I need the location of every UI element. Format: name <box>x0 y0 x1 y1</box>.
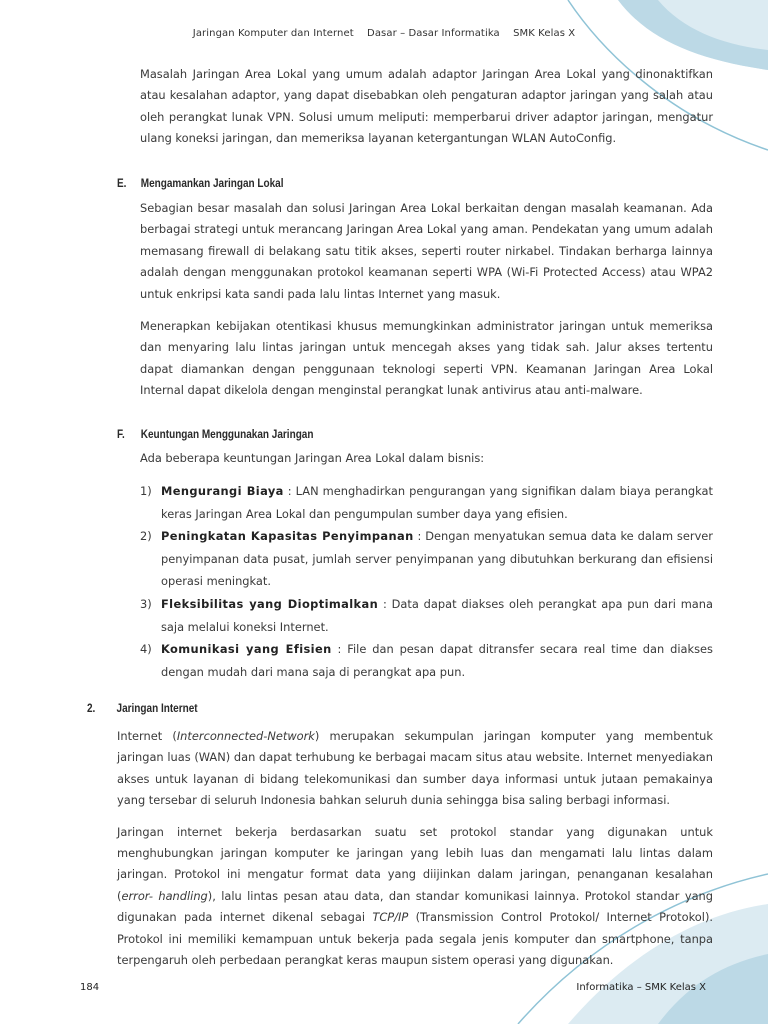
section-2-paragraph-1 <box>117 726 713 812</box>
benefits-list <box>140 480 713 683</box>
header-book-section: Jaringan Komputer dan Internet <box>192 28 354 39</box>
section-2-title: Jaringan Internet <box>116 701 198 715</box>
header-subject: Dasar – Dasar Informatika <box>367 28 500 39</box>
list-item-term: Fleksibilitas yang Dioptimalkan <box>161 596 379 611</box>
list-item <box>140 480 713 525</box>
italic-term: TCP/IP <box>372 910 409 925</box>
text-run: (Transmission Control Protokol/ Internet Protokol). Protokol ini memiliki kemampuan untuk bekerja pada segala jenis komputer dan smartphone, tanpa terpengaruh oleh perbedaan perangkat keras maupun sistem operasi yang digunakan. <box>117 910 714 968</box>
list-item-text: : Data dapat diakses oleh perangkat apa pun dari mana saja melalui koneksi Internet. <box>161 596 713 634</box>
intro-paragraph: Masalah Jaringan Area Lokal yang umum adalah adaptor Jaringan Area Lokal yang dinonaktifkan atau kesalahan adaptor, yang dapat disebabkan oleh pengaturan adaptor jaringan yang salah atau oleh perangkat lunak VPN. Solusi umum meliputi: memperbarui driver adaptor jaringan, mengatur ulang koneksi jaringan, dan memeriksa layanan ketergantungan WLAN AutoConfig. <box>140 67 713 146</box>
text-run: Internet ( <box>117 729 177 743</box>
section-2-heading <box>87 701 198 715</box>
italic-term: error- handling <box>121 888 208 903</box>
header-grade: SMK Kelas X <box>513 28 576 39</box>
italic-term: Interconnected-Network <box>176 729 315 743</box>
section-e-body <box>140 198 713 402</box>
section-e-heading <box>117 176 284 190</box>
list-item-text: : LAN menghadirkan pengurangan yang signifikan dalam biaya perangkat keras Jaringan Area Lokal dan pengumpulan sumber daya yang efisien. <box>161 484 713 521</box>
section-e-title: Mengamankan Jaringan Lokal <box>140 176 284 190</box>
section-2-number: 2. <box>87 701 96 715</box>
text-run: Jaringan internet bekerja berdasarkan suatu set protokol standar yang digunakan untuk menghubungkan jaringan komputer ke jaringan yang lebih luas dan mengamati lalu lintas dalam jaringan. Protokol ini mengatur format data yang diijinkan dalam jaringan, penanganan kesalahan ( <box>117 824 713 903</box>
list-item-number: 1) <box>140 484 152 498</box>
section-f-intro-block <box>140 448 713 469</box>
page-number: 184 <box>80 982 100 993</box>
section-f-intro: Ada beberapa keuntungan Jaringan Area Lokal dalam bisnis: <box>140 451 485 465</box>
list-item <box>140 638 713 683</box>
section-f-heading <box>117 427 313 441</box>
list-item-number: 3) <box>140 596 152 611</box>
list-item-text: : Dengan menyatukan semua data ke dalam server penyimpanan data pusat, jumlah server penyimpanan yang dibutuhkan berkurang dan efisiensi operasi meningkat. <box>161 529 713 589</box>
footer-title: Informatika – SMK Kelas X <box>576 982 706 993</box>
running-header <box>0 28 768 39</box>
list-item-term: Peningkatan Kapasitas Penyimpanan <box>161 529 414 544</box>
list-item-text: : File dan pesan dapat ditransfer secara real time dan diakses dengan mudah dari mana saja di perangkat apa pun. <box>161 642 713 679</box>
list-item <box>140 593 713 638</box>
section-e-paragraph-2: Menerapkan kebijakan otentikasi khusus memungkinkan administrator jaringan untuk memeriksa dan menyaring lalu lintas jaringan untuk mencegah akses yang tidak sah. Jalur akses tertentu dapat diamankan dengan penggunaan teknologi seperti VPN. Keamanan Jaringan Area Lokal Internal dapat dikelola dengan menginstal perangkat lunak antivirus atau anti-malware. <box>140 319 713 398</box>
section-f-number: F. <box>117 427 125 441</box>
list-item-number: 2) <box>140 529 152 544</box>
section-2-body <box>117 726 713 971</box>
list-item-term: Mengurangi Biaya <box>161 484 284 498</box>
text-run: ), lalu lintas pesan atau data, dan standar komunikasi lainnya. Protokol standar yang digunakan pada internet dikenal sebagai <box>117 888 714 925</box>
intro-paragraph-block <box>140 64 713 150</box>
section-2-paragraph-2 <box>117 822 713 972</box>
section-e-number: E. <box>117 176 127 190</box>
list-item-term: Komunikasi yang Efisien <box>161 642 332 657</box>
list-item <box>140 525 713 593</box>
section-f-title: Keuntungan Menggunakan Jaringan <box>140 427 314 441</box>
section-e-paragraph-1: Sebagian besar masalah dan solusi Jaringan Area Lokal berkaitan dengan masalah keamanan. Ada berbagai strategi untuk merancang Jaringan Area Lokal yang aman. Pendekatan yang umum adalah memasang firewall di belakang satu titik akses, seperti router nirkabel. Tindakan berharga lainnya adalah dengan menggunakan protokol keamanan seperti WPA (Wi-Fi Protected Access) atau WPA2 untuk enkripsi kata sandi pada lalu lintas Internet yang masuk. <box>140 201 713 301</box>
text-run: ) merupakan sekumpulan jaringan komputer yang membentuk jaringan luas (WAN) dan dapat terhubung ke berbagai macam situs atau website. Internet menyediakan akses untuk layanan di bidang telekomunikasi dan sumber daya informasi untuk jutaan pemakainya yang tersebar di seluruh Indonesia bahkan seluruh dunia sehingga bisa saling berbagi informasi. <box>117 729 713 808</box>
list-item-number: 4) <box>140 642 152 657</box>
